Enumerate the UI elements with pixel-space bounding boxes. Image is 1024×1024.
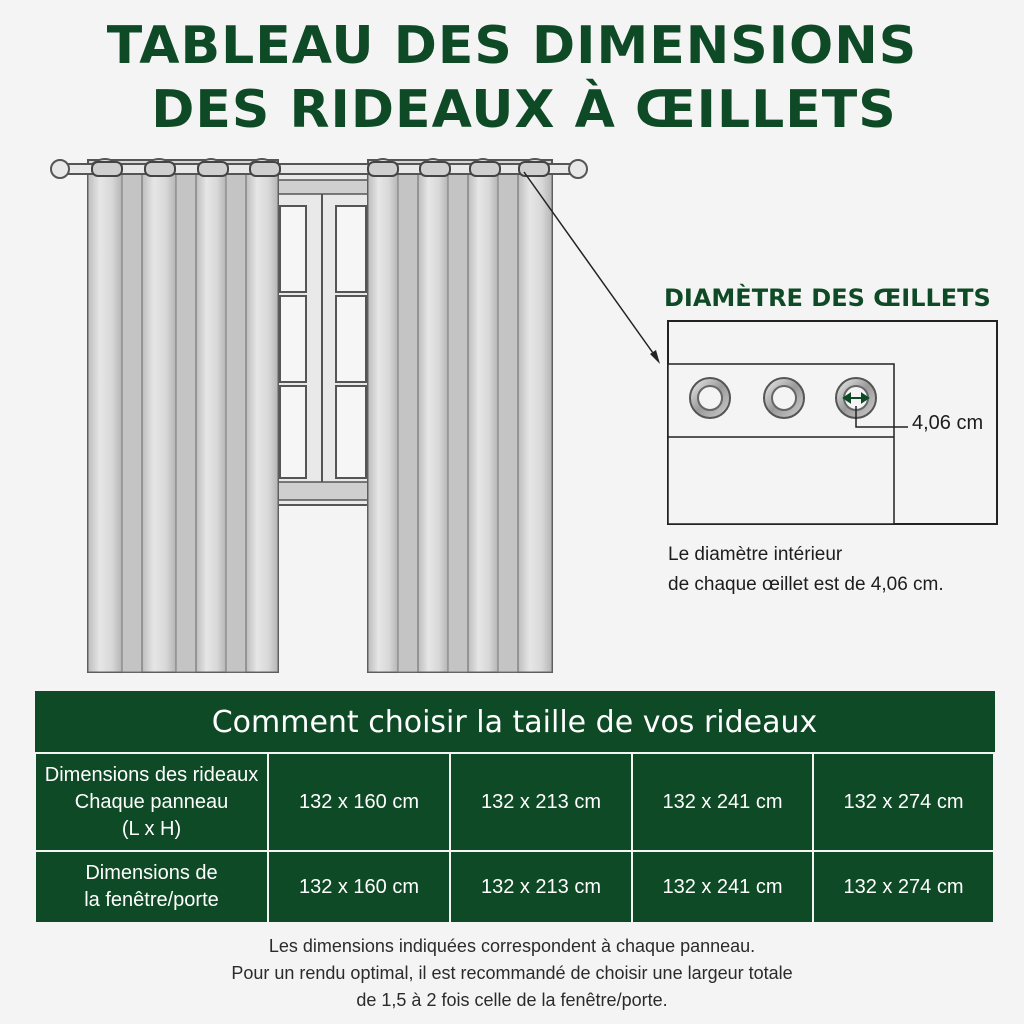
- size-cell: 132 x 241 cm: [632, 851, 813, 923]
- grommet-note-line1: Le diamètre intérieur: [668, 544, 843, 565]
- table-row: [35, 851, 994, 923]
- page-title-line1: TABLEAU DES DIMENSIONS: [106, 16, 918, 76]
- table-row: [35, 753, 994, 851]
- size-table: [34, 691, 995, 924]
- grommet-ring-2: [764, 378, 804, 418]
- grommet-note-line2: de chaque œillet est de 4,06 cm.: [668, 574, 944, 595]
- footer-line1: Les dimensions indiquées correspondent à chaque panneau.: [268, 936, 756, 956]
- grommet-diameter-value: 4,06 cm: [912, 412, 984, 434]
- grommet-diameter-title: DIAMÈTRE DES ŒILLETS: [664, 284, 991, 312]
- row-header-line: Dimensions de: [85, 862, 218, 884]
- footer-note: [0, 933, 1024, 1014]
- window: [276, 170, 368, 505]
- footer-line3: de 1,5 à 2 fois celle de la fenêtre/porte.: [356, 990, 668, 1010]
- row-header-line: Dimensions des rideaux: [44, 763, 259, 786]
- grommet-note: [668, 540, 944, 600]
- footer-line2: Pour un rendu optimal, il est recommandé de choisir une largeur totale: [231, 963, 793, 983]
- size-cell: 132 x 160 cm: [268, 851, 450, 923]
- size-cell: 132 x 274 cm: [813, 753, 994, 851]
- curtain-panel-left: [88, 159, 278, 672]
- size-cell: 132 x 213 cm: [450, 753, 632, 851]
- page-title-line2: DES RIDEAUX À ŒILLETS: [151, 80, 897, 140]
- size-table-title: Comment choisir la taille de vos rideaux: [35, 692, 994, 754]
- size-cell: 132 x 160 cm: [268, 753, 450, 851]
- grommet-ring-1: [690, 378, 730, 418]
- row-header-line: la fenêtre/porte: [84, 889, 219, 911]
- row-header-window-size: [35, 851, 268, 923]
- size-cell: 132 x 213 cm: [450, 851, 632, 923]
- size-cell: 132 x 241 cm: [632, 753, 813, 851]
- curtain-panel-right: [368, 159, 552, 672]
- row-header-line: Chaque panneau: [74, 790, 229, 813]
- row-header-line: (L x H): [121, 817, 182, 840]
- size-cell: 132 x 274 cm: [813, 851, 994, 923]
- row-header-curtain-size: [35, 753, 268, 851]
